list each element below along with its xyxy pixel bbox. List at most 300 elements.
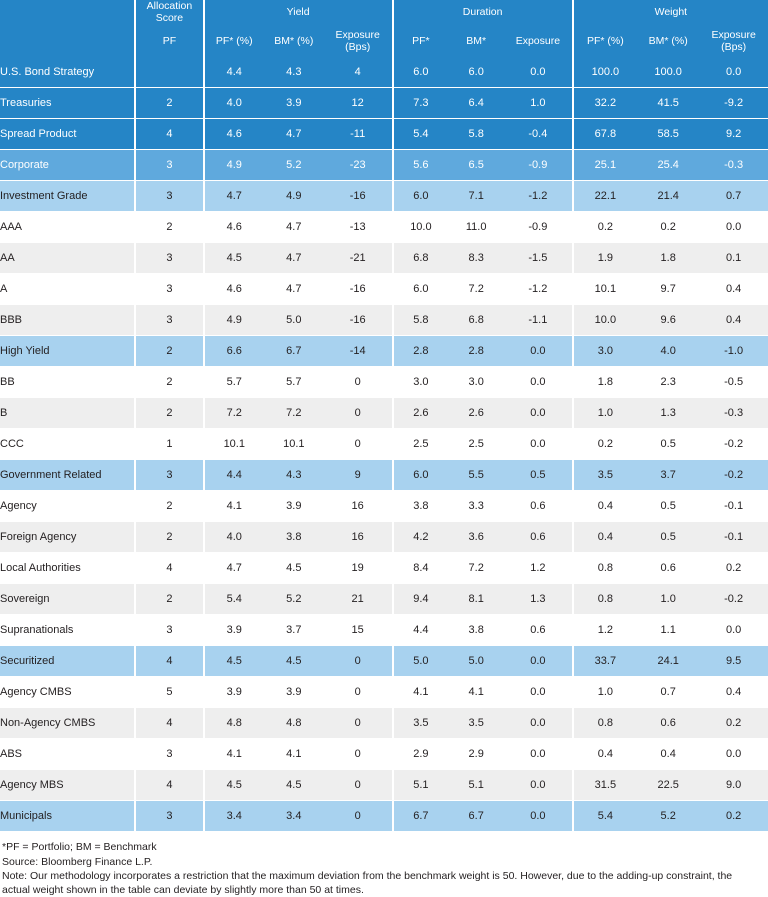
row-cell: 0.0 [699, 739, 768, 770]
row-cell: -0.4 [504, 119, 573, 150]
row-cell: 0.0 [504, 398, 573, 429]
row-cell: -0.3 [699, 150, 768, 181]
row-cell: 0.2 [573, 212, 637, 243]
row-cell: 4.1 [204, 491, 264, 522]
row-cell: 21.4 [637, 181, 699, 212]
row-cell: 100.0 [573, 57, 637, 88]
row-cell: 0.0 [504, 739, 573, 770]
sub-header-weight-bm: BM* (%) [637, 25, 699, 58]
table-row [0, 150, 768, 181]
row-cell: -1.0 [699, 336, 768, 367]
row-cell: 3 [135, 305, 204, 336]
row-cell: 4.4 [393, 615, 449, 646]
table-row [0, 770, 768, 801]
group-header-allocation-score: Allocation Score [135, 0, 204, 25]
row-cell: 0 [324, 770, 393, 801]
row-label: Agency MBS [0, 770, 135, 801]
row-cell: -1.2 [504, 274, 573, 305]
row-cell: 9.7 [637, 274, 699, 305]
row-cell: 2 [135, 367, 204, 398]
row-cell: 10.1 [264, 429, 324, 460]
row-cell: 0.0 [504, 770, 573, 801]
sub-header-yield-exposure: Exposure (Bps) [324, 25, 393, 58]
row-cell: 2.5 [393, 429, 449, 460]
table-row [0, 119, 768, 150]
row-cell: 2 [135, 584, 204, 615]
table-row [0, 677, 768, 708]
row-cell: 0 [324, 677, 393, 708]
row-cell: 4.7 [264, 243, 324, 274]
row-cell: 5.5 [448, 460, 504, 491]
row-cell: 1.0 [573, 398, 637, 429]
sub-header-duration-exposure: Exposure [504, 25, 573, 58]
row-cell: 2.8 [448, 336, 504, 367]
row-cell: -1.2 [504, 181, 573, 212]
row-cell: 15 [324, 615, 393, 646]
row-label: Non-Agency CMBS [0, 708, 135, 739]
row-label: BBB [0, 305, 135, 336]
row-label: AAA [0, 212, 135, 243]
row-cell: -0.5 [699, 367, 768, 398]
row-cell: 2 [135, 398, 204, 429]
row-cell: 31.5 [573, 770, 637, 801]
row-cell: 1.2 [573, 615, 637, 646]
row-cell: 4 [135, 646, 204, 677]
row-cell: -0.2 [699, 460, 768, 491]
row-cell: 21 [324, 584, 393, 615]
row-label: Government Related [0, 460, 135, 491]
row-cell: 3.0 [448, 367, 504, 398]
row-cell: 4 [324, 57, 393, 88]
row-cell: 0.5 [637, 429, 699, 460]
row-cell: 0.7 [699, 181, 768, 212]
row-cell: 0 [324, 708, 393, 739]
row-cell: 3.9 [204, 615, 264, 646]
row-cell: 5.2 [264, 150, 324, 181]
row-label: Foreign Agency [0, 522, 135, 553]
row-cell: 9.0 [699, 770, 768, 801]
row-cell: 0.4 [573, 739, 637, 770]
row-cell: 0.0 [504, 677, 573, 708]
row-cell: 3.8 [264, 522, 324, 553]
row-cell: 3 [135, 739, 204, 770]
row-cell: 4.0 [637, 336, 699, 367]
row-label: B [0, 398, 135, 429]
row-cell: 9.2 [699, 119, 768, 150]
table-row [0, 398, 768, 429]
table-row [0, 212, 768, 243]
row-cell: 4 [135, 553, 204, 584]
table-row [0, 646, 768, 677]
row-cell: 2.5 [448, 429, 504, 460]
row-cell: 0.8 [573, 553, 637, 584]
row-cell: -0.1 [699, 491, 768, 522]
row-cell: 0 [324, 398, 393, 429]
row-cell: 0.2 [637, 212, 699, 243]
row-cell: 4.6 [204, 212, 264, 243]
row-cell: 4 [135, 770, 204, 801]
row-cell: -0.1 [699, 522, 768, 553]
row-cell: 3.3 [448, 491, 504, 522]
footnote-definitions: *PF = Portfolio; BM = Benchmark [2, 841, 157, 853]
row-label: High Yield [0, 336, 135, 367]
row-cell: 3 [135, 615, 204, 646]
row-label: Spread Product [0, 119, 135, 150]
row-cell: 9 [324, 460, 393, 491]
row-cell: 67.8 [573, 119, 637, 150]
table-row [0, 181, 768, 212]
row-cell: 2.6 [393, 398, 449, 429]
row-cell: 4.1 [204, 739, 264, 770]
table-row [0, 305, 768, 336]
row-label: CCC [0, 429, 135, 460]
row-cell: 8.3 [448, 243, 504, 274]
row-cell: 9.5 [699, 646, 768, 677]
row-cell: 6.7 [448, 801, 504, 832]
sub-header-row [0, 25, 768, 58]
row-cell: 2 [135, 522, 204, 553]
row-cell: -16 [324, 305, 393, 336]
row-label: Municipals [0, 801, 135, 832]
footnote-source: Source: Bloomberg Finance L.P. [2, 855, 153, 868]
row-cell: 4.7 [204, 181, 264, 212]
row-cell: 3.8 [393, 491, 449, 522]
row-cell: 2.8 [393, 336, 449, 367]
row-label: BB [0, 367, 135, 398]
table-row [0, 739, 768, 770]
row-cell: 12 [324, 88, 393, 119]
row-cell: 0.6 [504, 491, 573, 522]
row-cell: 0.4 [573, 491, 637, 522]
table-row [0, 367, 768, 398]
row-cell: 3.4 [204, 801, 264, 832]
row-cell: 16 [324, 491, 393, 522]
row-cell: 0.6 [504, 522, 573, 553]
sub-header-duration-pf: PF* [393, 25, 449, 58]
row-cell: 0.6 [504, 615, 573, 646]
row-cell: 6.0 [448, 57, 504, 88]
sub-header-blank [0, 25, 135, 58]
row-cell: 3.6 [448, 522, 504, 553]
row-cell: 4.0 [204, 88, 264, 119]
row-cell: 0 [324, 646, 393, 677]
row-cell: 5.6 [393, 150, 449, 181]
row-cell: 7.2 [448, 553, 504, 584]
row-cell: 0.0 [504, 646, 573, 677]
table-row [0, 584, 768, 615]
row-cell: 4.0 [204, 522, 264, 553]
sub-header-yield-bm: BM* (%) [264, 25, 324, 58]
row-cell: 3 [135, 181, 204, 212]
row-cell: 25.4 [637, 150, 699, 181]
row-cell: 3.9 [264, 491, 324, 522]
row-cell: 0.0 [504, 801, 573, 832]
row-cell: 0.0 [504, 367, 573, 398]
row-cell: 6.0 [393, 57, 449, 88]
row-cell: 3.5 [448, 708, 504, 739]
row-label: ABS [0, 739, 135, 770]
row-cell: 4.7 [264, 274, 324, 305]
row-cell: 7.2 [264, 398, 324, 429]
row-cell: -0.9 [504, 212, 573, 243]
row-cell: 4.4 [204, 57, 264, 88]
row-cell: 0.0 [699, 212, 768, 243]
row-cell: 4.5 [264, 770, 324, 801]
row-cell: 1.3 [504, 584, 573, 615]
group-header-blank [0, 0, 135, 25]
row-cell: 2 [135, 88, 204, 119]
row-cell: 7.2 [204, 398, 264, 429]
row-cell: 3.7 [264, 615, 324, 646]
row-cell: 4.5 [264, 646, 324, 677]
row-label: A [0, 274, 135, 305]
row-cell: 4.5 [204, 646, 264, 677]
row-cell: 1.3 [637, 398, 699, 429]
row-cell: 6.0 [393, 274, 449, 305]
table-header [0, 0, 768, 57]
sub-header-weight-pf: PF* (%) [573, 25, 637, 58]
row-cell: 7.1 [448, 181, 504, 212]
row-cell: -0.2 [699, 429, 768, 460]
row-cell: 4 [135, 708, 204, 739]
row-cell: -13 [324, 212, 393, 243]
row-cell: 5.1 [448, 770, 504, 801]
row-label: AA [0, 243, 135, 274]
row-cell: 4.8 [264, 708, 324, 739]
row-cell: 4.9 [264, 181, 324, 212]
row-label: Investment Grade [0, 181, 135, 212]
row-cell: 6.0 [393, 181, 449, 212]
sub-header-pf-score: PF [135, 25, 204, 58]
row-cell: 0.0 [699, 615, 768, 646]
table-row [0, 274, 768, 305]
row-cell: 7.3 [393, 88, 449, 119]
row-cell: 10.1 [573, 274, 637, 305]
table-row [0, 801, 768, 832]
row-label: Agency [0, 491, 135, 522]
row-cell: 0.4 [699, 274, 768, 305]
group-header-duration: Duration [393, 0, 573, 25]
row-cell: 2.9 [448, 739, 504, 770]
row-cell: 3.9 [264, 677, 324, 708]
row-cell: 3 [135, 274, 204, 305]
row-cell: 3 [135, 460, 204, 491]
row-cell: 0.6 [637, 553, 699, 584]
row-cell: 2 [135, 491, 204, 522]
row-cell: 1 [135, 429, 204, 460]
row-label: U.S. Bond Strategy [0, 57, 135, 88]
table-row [0, 615, 768, 646]
row-cell: 3.9 [204, 677, 264, 708]
table-row [0, 553, 768, 584]
table-footnotes [0, 831, 768, 897]
row-cell: 5.0 [264, 305, 324, 336]
row-label: Agency CMBS [0, 677, 135, 708]
row-cell: -0.3 [699, 398, 768, 429]
row-cell: 6.7 [264, 336, 324, 367]
row-cell: 0.5 [637, 522, 699, 553]
row-cell: 0.8 [573, 708, 637, 739]
row-cell: 58.5 [637, 119, 699, 150]
row-cell: 4.1 [393, 677, 449, 708]
sub-header-weight-exposure: Exposure (Bps) [699, 25, 768, 58]
row-cell: 4.3 [264, 57, 324, 88]
row-cell [135, 57, 204, 88]
row-cell: 4.5 [204, 243, 264, 274]
row-cell: 1.0 [637, 584, 699, 615]
group-header-row [0, 0, 768, 25]
table-row [0, 491, 768, 522]
row-cell: 0.2 [699, 553, 768, 584]
row-cell: 4.5 [204, 770, 264, 801]
row-cell: 0.4 [699, 305, 768, 336]
row-cell: -16 [324, 181, 393, 212]
row-cell: 6.8 [448, 305, 504, 336]
row-cell: 4.7 [264, 119, 324, 150]
table-row [0, 88, 768, 119]
row-cell: 4.3 [264, 460, 324, 491]
row-cell: 3.8 [448, 615, 504, 646]
row-cell: 5 [135, 677, 204, 708]
row-cell: 6.0 [393, 460, 449, 491]
row-cell: -1.5 [504, 243, 573, 274]
row-cell: 4.6 [204, 119, 264, 150]
row-cell: 0.0 [699, 57, 768, 88]
row-cell: 5.4 [393, 119, 449, 150]
row-cell: -1.1 [504, 305, 573, 336]
table-row [0, 429, 768, 460]
row-cell: 5.7 [204, 367, 264, 398]
row-cell: 10.0 [393, 212, 449, 243]
table-row [0, 460, 768, 491]
row-cell: 6.5 [448, 150, 504, 181]
row-cell: 0.8 [573, 584, 637, 615]
table-row [0, 243, 768, 274]
sub-header-yield-pf: PF* (%) [204, 25, 264, 58]
row-cell: 0 [324, 739, 393, 770]
row-cell: 0 [324, 367, 393, 398]
table-row [0, 336, 768, 367]
row-cell: 1.8 [573, 367, 637, 398]
row-cell: 0.4 [637, 739, 699, 770]
row-cell: 11.0 [448, 212, 504, 243]
row-cell: 0.1 [699, 243, 768, 274]
row-cell: 2.3 [637, 367, 699, 398]
row-cell: 4.5 [264, 553, 324, 584]
footnote-methodology: Note: Our methodology incorporates a restriction that the maximum deviation from the benchmark weight is 50. However, due to the adding-up constraint, the actual weight shown in the table can deviate by slightly more than 50 at times. [2, 870, 733, 896]
row-cell: 0.0 [504, 57, 573, 88]
row-cell: 5.1 [393, 770, 449, 801]
row-label: Treasuries [0, 88, 135, 119]
row-cell: 4.7 [204, 553, 264, 584]
row-cell: -23 [324, 150, 393, 181]
table-row [0, 57, 768, 88]
row-cell: 0 [324, 801, 393, 832]
row-cell: 4.4 [204, 460, 264, 491]
row-cell: 33.7 [573, 646, 637, 677]
row-cell: 25.1 [573, 150, 637, 181]
row-cell: -0.2 [699, 584, 768, 615]
table-body [0, 57, 768, 831]
row-cell: 4.1 [448, 677, 504, 708]
row-cell: -9.2 [699, 88, 768, 119]
row-cell: 5.0 [448, 646, 504, 677]
group-header-yield: Yield [204, 0, 393, 25]
row-cell: 4.6 [204, 274, 264, 305]
row-cell: 2 [135, 336, 204, 367]
row-cell: 0.6 [637, 708, 699, 739]
row-cell: 5.2 [637, 801, 699, 832]
row-cell: 100.0 [637, 57, 699, 88]
table-row [0, 522, 768, 553]
row-cell: 9.6 [637, 305, 699, 336]
row-cell: 0.5 [504, 460, 573, 491]
row-cell: 3 [135, 801, 204, 832]
row-cell: 0.0 [504, 429, 573, 460]
row-cell: 6.8 [393, 243, 449, 274]
row-cell: -21 [324, 243, 393, 274]
row-cell: -0.9 [504, 150, 573, 181]
row-cell: 1.1 [637, 615, 699, 646]
row-cell: 6.6 [204, 336, 264, 367]
row-cell: 10.0 [573, 305, 637, 336]
row-cell: 9.4 [393, 584, 449, 615]
row-cell: 32.2 [573, 88, 637, 119]
table-row [0, 708, 768, 739]
row-cell: 0.2 [699, 801, 768, 832]
row-cell: 3.0 [573, 336, 637, 367]
group-header-weight: Weight [573, 0, 768, 25]
row-cell: 3.5 [393, 708, 449, 739]
row-cell: -16 [324, 274, 393, 305]
row-label: Sovereign [0, 584, 135, 615]
row-cell: 22.5 [637, 770, 699, 801]
row-cell: 22.1 [573, 181, 637, 212]
row-cell: 3 [135, 243, 204, 274]
row-label: Corporate [0, 150, 135, 181]
row-cell: 3.5 [573, 460, 637, 491]
row-cell: 0.2 [573, 429, 637, 460]
row-cell: 0.7 [637, 677, 699, 708]
row-cell: 5.0 [393, 646, 449, 677]
row-cell: 4.1 [264, 739, 324, 770]
row-cell: 3.0 [393, 367, 449, 398]
row-cell: 0.0 [504, 336, 573, 367]
row-cell: 2.9 [393, 739, 449, 770]
row-cell: 1.0 [573, 677, 637, 708]
row-cell: 0.0 [504, 708, 573, 739]
row-cell: 3.7 [637, 460, 699, 491]
sub-header-duration-bm: BM* [448, 25, 504, 58]
row-cell: 8.4 [393, 553, 449, 584]
row-label: Securitized [0, 646, 135, 677]
row-cell: 41.5 [637, 88, 699, 119]
row-cell: 0.5 [637, 491, 699, 522]
row-cell: 5.2 [264, 584, 324, 615]
row-cell: 6.7 [393, 801, 449, 832]
row-cell: 4 [135, 119, 204, 150]
row-cell: 3.9 [264, 88, 324, 119]
row-cell: 7.2 [448, 274, 504, 305]
row-cell: 3.4 [264, 801, 324, 832]
row-cell: 0 [324, 429, 393, 460]
row-cell: 3 [135, 150, 204, 181]
row-cell: 8.1 [448, 584, 504, 615]
row-cell: 1.2 [504, 553, 573, 584]
row-cell: 1.0 [504, 88, 573, 119]
row-label: Local Authorities [0, 553, 135, 584]
row-cell: 0.4 [699, 677, 768, 708]
